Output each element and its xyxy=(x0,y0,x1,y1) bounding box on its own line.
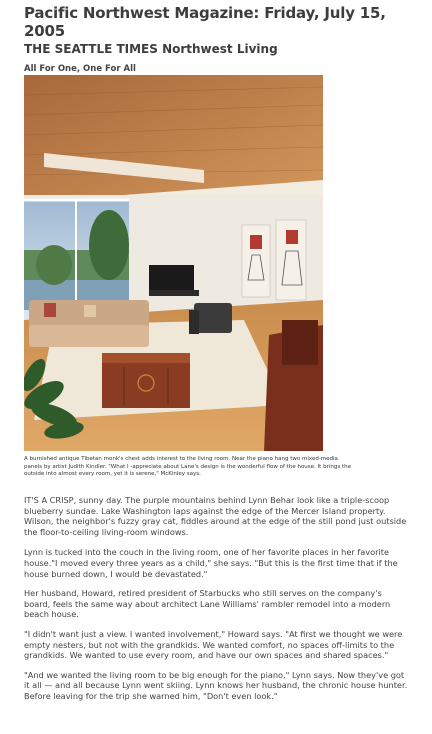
newspaper-title: THE SEATTLE TIMES Northwest Living xyxy=(24,42,278,56)
photo-caption: A burnished antique Tibetan monk's chest adds interest to the living room. Near the piano hang two mixed-media panels by artist Judith Kindler. "What I -appreciate about Lane's design is the wonderful flow of the house. It brings the outside into almost every room, yet it is serene," McKinley says. xyxy=(24,456,351,477)
article-paragraph-1: IT'S A CRISP, sunny day. The purple mountains behind Lynn Behar look like a triple-scoop blueberry sundae. Lake Washington laps against the edge of the Mercer Island property. Wilson, the neighbor's fuzzy gray cat, fiddles around at the edge of the still pond just outside the floor-to-ceiling living-room windows. xyxy=(24,495,407,537)
article-headline: All For One, One For All xyxy=(24,64,136,74)
article-paragraph-4: "I didn't want just a view. I wanted involvement," Howard says. "At first we thought we were empty nesters, but not with the grandkids. We wanted comfort, no spaces off-limits to the grandkids. We wanted to use every room, and have our own spaces and shared spaces." xyxy=(24,628,403,661)
article-body xyxy=(24,495,410,711)
magazine-title: Pacific Northwest Magazine: Friday, July 15, 2005 xyxy=(24,4,386,40)
article-paragraph-3: Her husband, Howard, retired president of Starbucks who still serves on the company's board, feels the same way about architect Lane Williams' rambler remodel into a modern beach house. xyxy=(24,588,391,620)
living-room-illustration xyxy=(24,75,323,451)
article-paragraph-5: "And we wanted the living room to be big enough for the piano," Lynn says. Now they've got it all — and all because Lynn went skiing. Lynn knows her husband, the chronic house hunter. Before leaving for the trip she warned him, "Don't even look." xyxy=(24,669,408,701)
masthead xyxy=(24,4,424,86)
living-room-photo xyxy=(24,75,323,451)
article-paragraph-2: Lynn is tucked into the couch in the living room, one of her favorite places in her favorite house."I moved every three years as a child," she says. "But this is the first time that if the house burned down, I would be devastated." xyxy=(24,547,398,579)
